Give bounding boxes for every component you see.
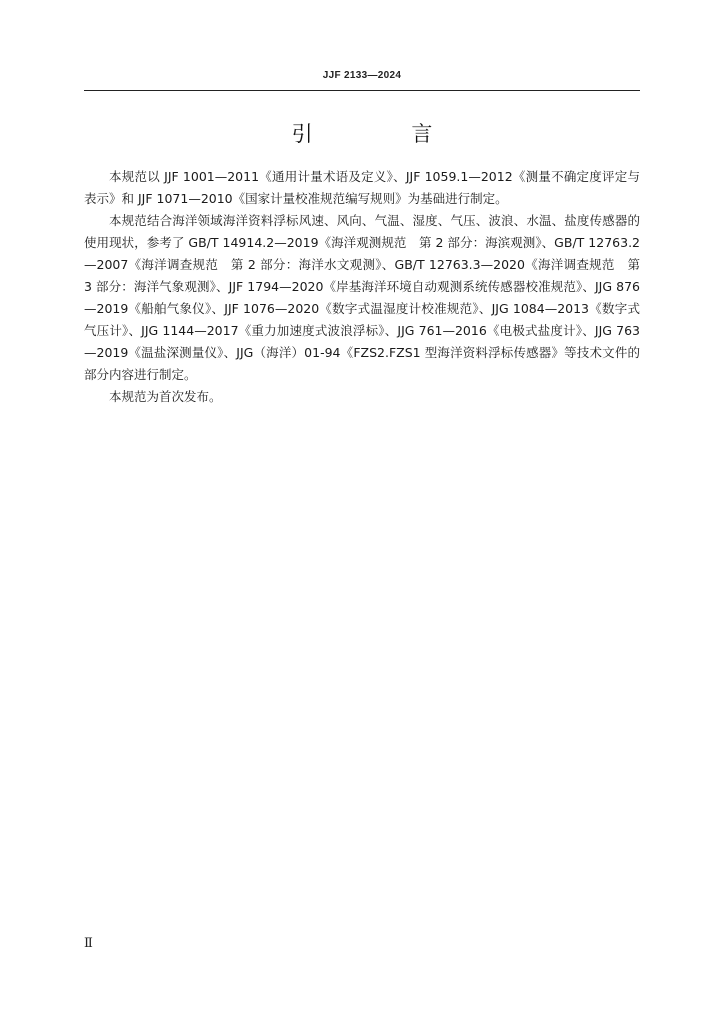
- page-number: Ⅱ: [84, 936, 93, 951]
- section-title: 引 言: [291, 122, 479, 146]
- page-header-standard-number: JJF 2133—2024: [322, 70, 402, 81]
- paragraph-references: 本规范结合海洋领域海洋资料浮标风速、风向、气温、湿度、气压、波浪、水温、盐度传感器的使用现状，参考了 GB/T 14914.2—2019《海洋观测规范 第 2 部分：海滨观测》、GB/T 12763.2—2007《海洋调查规范 第 2 部分：海洋水文观测》、GB/T 12763.3—2020《海洋调查规范 第 3 部分：海洋气象观测》、JJF 1794—2020《岸基海洋环境自动观测系统传感器校准规范》、JJG 876—2019《船舶气象仪》、JJF 1076—2020《数字式温湿度计校准规范》、JJG 1084—2013《数字式气压计》、JJG 1144—2017《重力加速度式波浪浮标》、JJG 761—2016《电极式盐度计》、JJG 763—2019《温盐深测量仪》、JJG（海洋）01-94《FZS2.FZS1 型海洋资料浮标传感器》等技术文件的部分内容进行制定。: [84, 213, 640, 382]
- paragraph-first-release: 本规范为首次发布。: [109, 389, 222, 404]
- header-divider: [84, 90, 640, 91]
- body-text: [84, 166, 640, 408]
- paragraph-basis: 本规范以 JJF 1001—2011《通用计量术语及定义》、JJF 1059.1—2012《测量不确定度评定与表示》和 JJF 1071—2010《国家计量校准规范编写规则》为基础进行制定。: [84, 169, 640, 206]
